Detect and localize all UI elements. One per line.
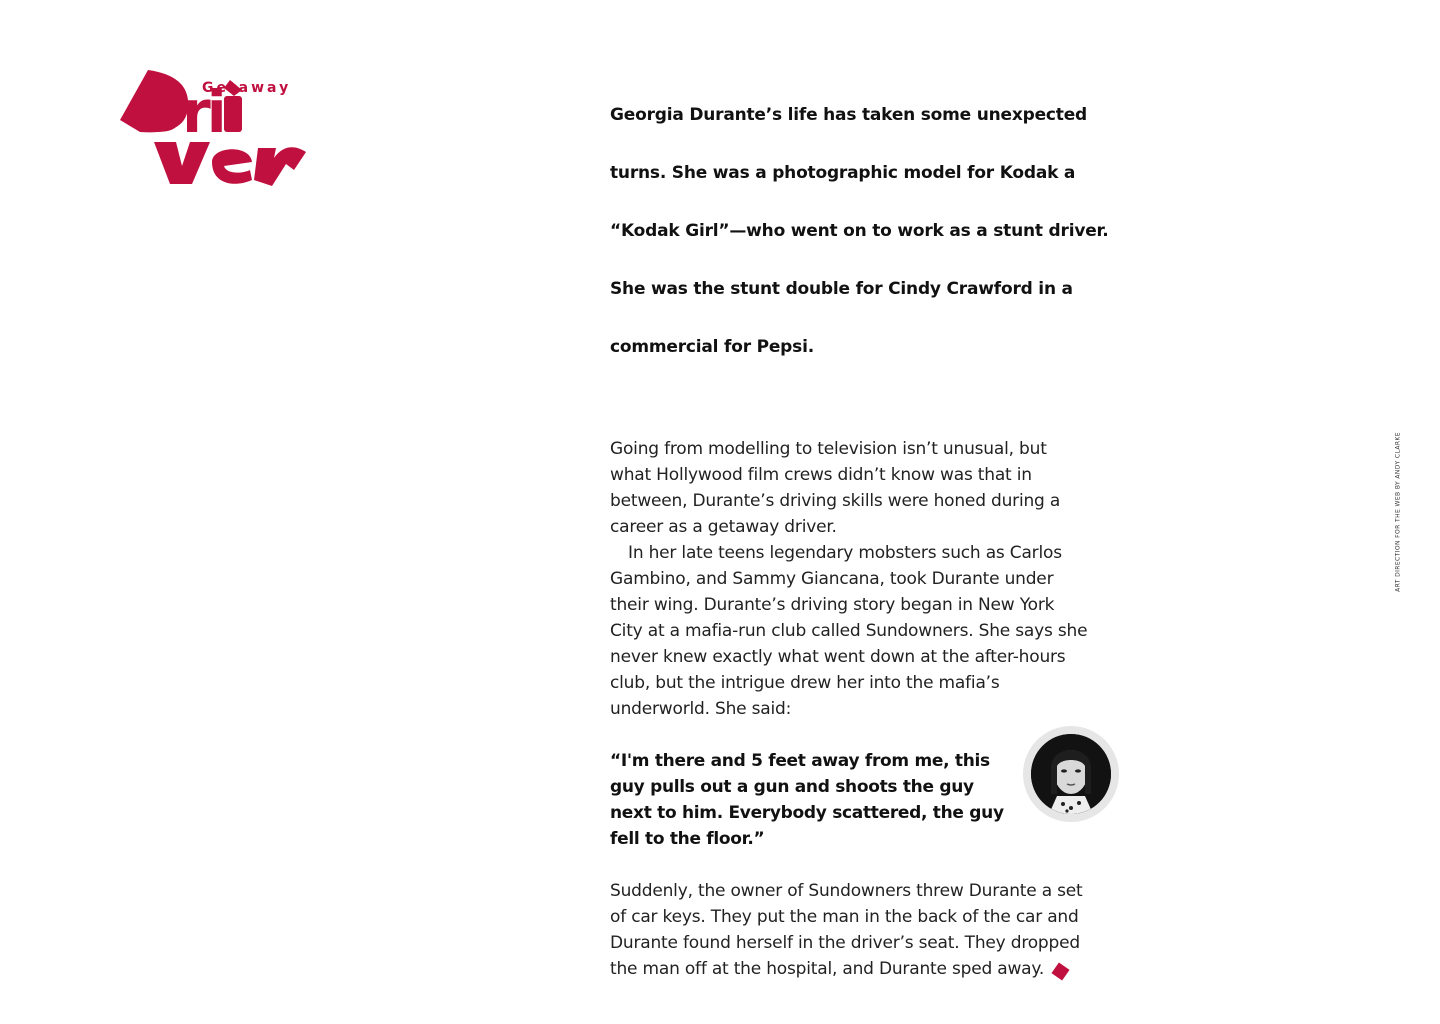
portrait-image bbox=[1031, 734, 1111, 814]
diamond-end-mark-icon bbox=[1051, 962, 1069, 980]
body-paragraph: In her late teens legendary mobsters such as Carlos Gambino, and Sammy Giancana, took Durante under their wing. Durante’s driving story began in New York City at a mafia-run club called Sundowners. She says she never knew exactly what went down at the after-hours club, but the intrigue drew her into the mafia’s underworld. She said: bbox=[610, 543, 1088, 719]
article-column bbox=[610, 86, 1109, 982]
intro-line: Georgia Durante’s life has taken some unexpected bbox=[610, 105, 1088, 125]
body-paragraph: Going from modelling to television isn’t unusual, but what Hollywood film crews didn’t know was that in between, Durante’s driving skills were honed during a career as a getaway driver. bbox=[610, 439, 1061, 537]
intro-line: commercial for Pepsi. bbox=[610, 337, 814, 357]
pull-quote-block bbox=[610, 748, 1090, 852]
logo-small-word: Getaway bbox=[202, 80, 292, 96]
body-paragraph bbox=[610, 878, 1090, 982]
article-intro bbox=[610, 86, 1109, 376]
logo-big-word-top: Dri bbox=[138, 78, 223, 146]
intro-line: She was the stunt double for Cindy Crawford in a bbox=[610, 279, 1073, 299]
logo-artwork bbox=[118, 66, 308, 190]
intro-line: “Kodak Girl”—who went on to work as a stunt driver. bbox=[610, 221, 1109, 241]
closing-paragraph-text: Suddenly, the owner of Sundowners threw Durante a set of car keys. They put the man in the back of the car and Durante found herself in the driver’s seat. They dropped the man off at the hospital, and Durante sped away. bbox=[610, 881, 1083, 979]
intro-line: turns. She was a photographic model for Kodak a bbox=[610, 163, 1076, 183]
art-direction-credit: ART DIRECTION FOR THE WEB BY ANDY CLARKE bbox=[1394, 432, 1402, 592]
closing-paragraph-block bbox=[610, 878, 1090, 982]
portrait-photo bbox=[1023, 726, 1119, 822]
pull-quote: “I'm there and 5 feet away from me, this guy pulls out a gun and shoots the guy next to him. Everybody scattered, the guy fell to the floor.” bbox=[610, 751, 1004, 849]
article-body bbox=[610, 436, 1090, 982]
getaway-driver-logo bbox=[118, 66, 308, 190]
